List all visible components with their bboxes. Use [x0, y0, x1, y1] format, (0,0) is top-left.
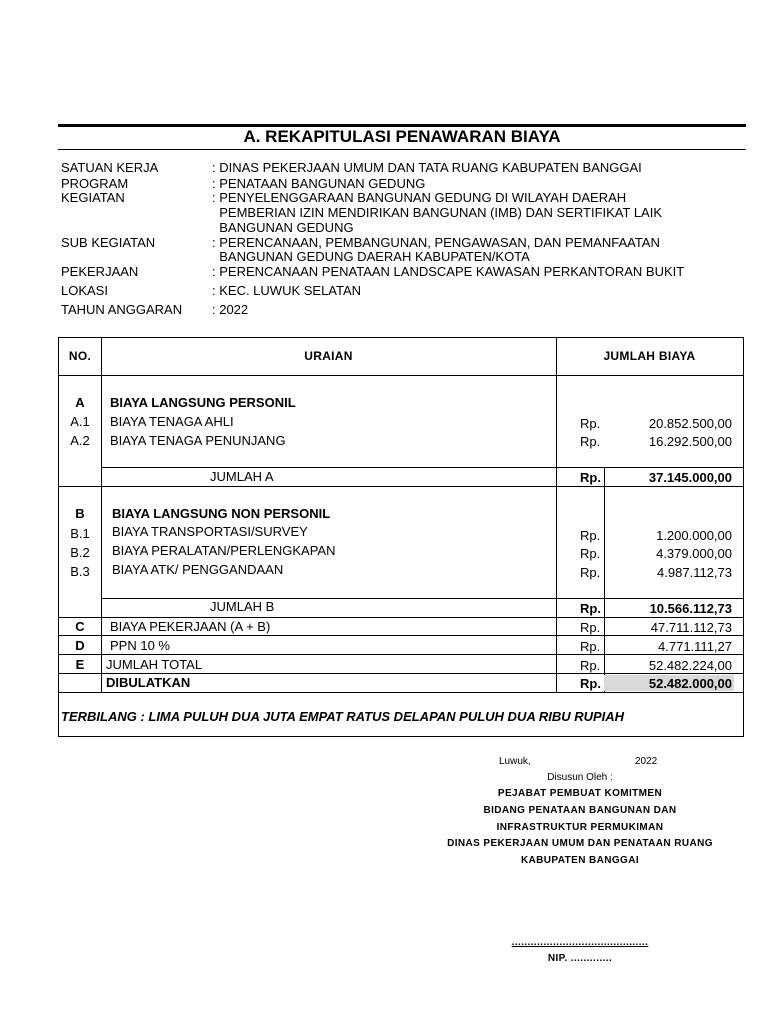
signatory-line-5: KABUPATEN BANGGAI	[520, 855, 640, 866]
col-divider-no	[101, 338, 102, 692]
row-e-amount: 52.482.224,00	[648, 658, 732, 673]
header-no: NO.	[68, 349, 92, 363]
item-b2-desc: BIAYA PERALATAN/PERLENGKAPAN	[112, 543, 336, 558]
row-divider-d	[59, 654, 743, 655]
item-a2-amount: 16.292.500,00	[648, 434, 732, 449]
item-b3-amount: 4.987.112,73	[657, 565, 732, 580]
item-b2-no: B.2	[70, 545, 90, 560]
subtotal-b-currency: Rp.	[580, 601, 601, 616]
signatory-name-placeholder: ...........................................	[511, 937, 649, 948]
tahun-anggaran-value: : 2022	[212, 302, 249, 317]
item-a2-no: A.2	[70, 433, 90, 448]
item-b3-desc: BIAYA ATK/ PENGGANDAAN	[112, 562, 284, 577]
item-b1-amount: 1.200.000,00	[656, 528, 732, 543]
item-b3-no: B.3	[70, 564, 90, 579]
satuan-kerja-label: SATUAN KERJA	[61, 160, 159, 175]
item-a2-desc: BIAYA TENAGA PENUNJANG	[110, 433, 286, 448]
sub-kegiatan-label: SUB KEGIATAN	[61, 235, 156, 250]
row-divider-c	[59, 635, 743, 636]
lokasi-value: : KEC. LUWUK SELATAN	[212, 283, 362, 298]
title-bottom-rule	[58, 149, 746, 150]
item-a1-desc: BIAYA TENAGA AHLI	[110, 414, 234, 429]
satuan-kerja-value: : DINAS PEKERJAAN UMUM DAN TATA RUANG KABUPATEN BANGGAI	[212, 160, 642, 175]
kegiatan-label: KEGIATAN	[61, 190, 125, 205]
col-divider-uraian	[556, 338, 557, 692]
amount-in-words: TERBILANG : LIMA PULUH DUA JUTA EMPAT RATUS DELAPAN PULUH DUA RIBU RUPIAH	[61, 709, 625, 724]
item-b1-desc: BIAYA TRANSPORTASI/SURVEY	[112, 524, 308, 539]
row-c-currency: Rp.	[580, 620, 601, 635]
pekerjaan-label: PEKERJAAN	[61, 264, 139, 279]
subtotal-a-label: JUMLAH A	[210, 469, 274, 484]
row-e-currency: Rp.	[580, 658, 601, 673]
program-label: PROGRAM	[61, 176, 129, 191]
sub-kegiatan-line-1: : PERENCANAAN, PEMBANGUNAN, PENGAWASAN, DAN PEMANFAATAN	[212, 235, 660, 250]
row-d-amount: 4.771.111,27	[658, 639, 732, 654]
signatory-line-1: PEJABAT PEMBUAT KOMITMEN	[497, 788, 663, 799]
kegiatan-line-1: : PENYELENGGARAAN BANGUNAN GEDUNG DI WILAYAH DAERAH	[212, 190, 627, 205]
rounded-label: DIBULATKAN	[106, 675, 191, 690]
row-e-no: E	[75, 657, 85, 672]
section-a-title: BIAYA LANGSUNG PERSONIL	[110, 395, 296, 410]
row-c-amount: 47.711.112,73	[650, 620, 732, 635]
item-a1-no: A.1	[70, 414, 90, 429]
document-title: A. REKAPITULASI PENAWARAN BIAYA	[243, 127, 561, 146]
kegiatan-line-2: PEMBERIAN IZIN MENDIRIKAN BANGUNAN (IMB) DAN SERTIFIKAT LAIK	[212, 205, 663, 220]
pekerjaan-value: : PERENCANAAN PENATAAN LANDSCAPE KAWASAN PERKANTORAN BUKIT	[212, 264, 685, 279]
tahun-anggaran-label: TAHUN ANGGARAN	[61, 302, 183, 317]
col-divider-rp	[604, 467, 605, 693]
row-d-desc: PPN 10 %	[110, 638, 170, 653]
section-b-title: BIAYA LANGSUNG NON PERSONIL	[112, 506, 331, 521]
row-divider-a	[59, 486, 743, 487]
prepared-by: Disusun Oleh :	[547, 772, 613, 783]
sub-kegiatan-line-2: BANGUNAN GEDUNG DAERAH KABUPATEN/KOTA	[212, 249, 530, 264]
rounded-currency: Rp.	[580, 676, 601, 691]
program-value: : PENATAAN BANGUNAN GEDUNG	[212, 176, 426, 191]
item-b2-amount: 4.379.000,00	[656, 546, 732, 561]
subtotal-b-label: JUMLAH B	[210, 599, 275, 614]
signatory-line-3: INFRASTRUKTUR PERMUKIMAN	[496, 822, 664, 833]
row-c-no: C	[75, 619, 85, 634]
subtotal-a-amount: 37.145.000,00	[648, 470, 732, 485]
header-divider	[59, 375, 743, 376]
row-c-desc: BIAYA PEKERJAAN (A + B)	[110, 619, 271, 634]
item-a2-currency: Rp.	[580, 434, 601, 449]
signatory-line-2: BIDANG PENATAAN BANGUNAN DAN	[483, 805, 677, 816]
row-d-currency: Rp.	[580, 639, 601, 654]
signatory-nip: NIP. .............	[547, 953, 613, 964]
lokasi-label: LOKASI	[61, 283, 108, 298]
item-b3-currency: Rp.	[580, 565, 601, 580]
subtotal-a-currency: Rp.	[580, 470, 601, 485]
header-uraian: URAIAN	[304, 349, 353, 363]
row-divider-rounded	[59, 692, 743, 693]
section-a-no: A	[75, 395, 85, 410]
signature-year: 2022	[635, 756, 658, 767]
section-b-no: B	[75, 506, 85, 521]
item-b2-currency: Rp.	[580, 546, 601, 561]
item-b1-currency: Rp.	[580, 528, 601, 543]
row-e-desc: JUMLAH TOTAL	[106, 657, 203, 672]
cost-recap-table	[58, 337, 744, 737]
signatory-line-4: DINAS PEKERJAAN UMUM DAN PENATAAN RUANG	[447, 838, 713, 849]
row-divider-a-sub	[101, 467, 743, 468]
item-b1-no: B.1	[70, 526, 90, 541]
item-a1-amount: 20.852.500,00	[648, 416, 732, 431]
kegiatan-line-3: BANGUNAN GEDUNG	[212, 220, 354, 235]
item-a1-currency: Rp.	[580, 416, 601, 431]
row-divider-b	[59, 617, 743, 618]
row-divider-e	[59, 673, 743, 674]
row-divider-b-sub	[101, 598, 743, 599]
rounded-amount: 52.482.000,00	[648, 676, 732, 691]
row-d-no: D	[75, 638, 85, 653]
subtotal-b-amount: 10.566.112,73	[649, 601, 732, 616]
signature-place: Luwuk,	[499, 756, 531, 767]
header-jumlah-biaya: JUMLAH BIAYA	[603, 349, 696, 363]
